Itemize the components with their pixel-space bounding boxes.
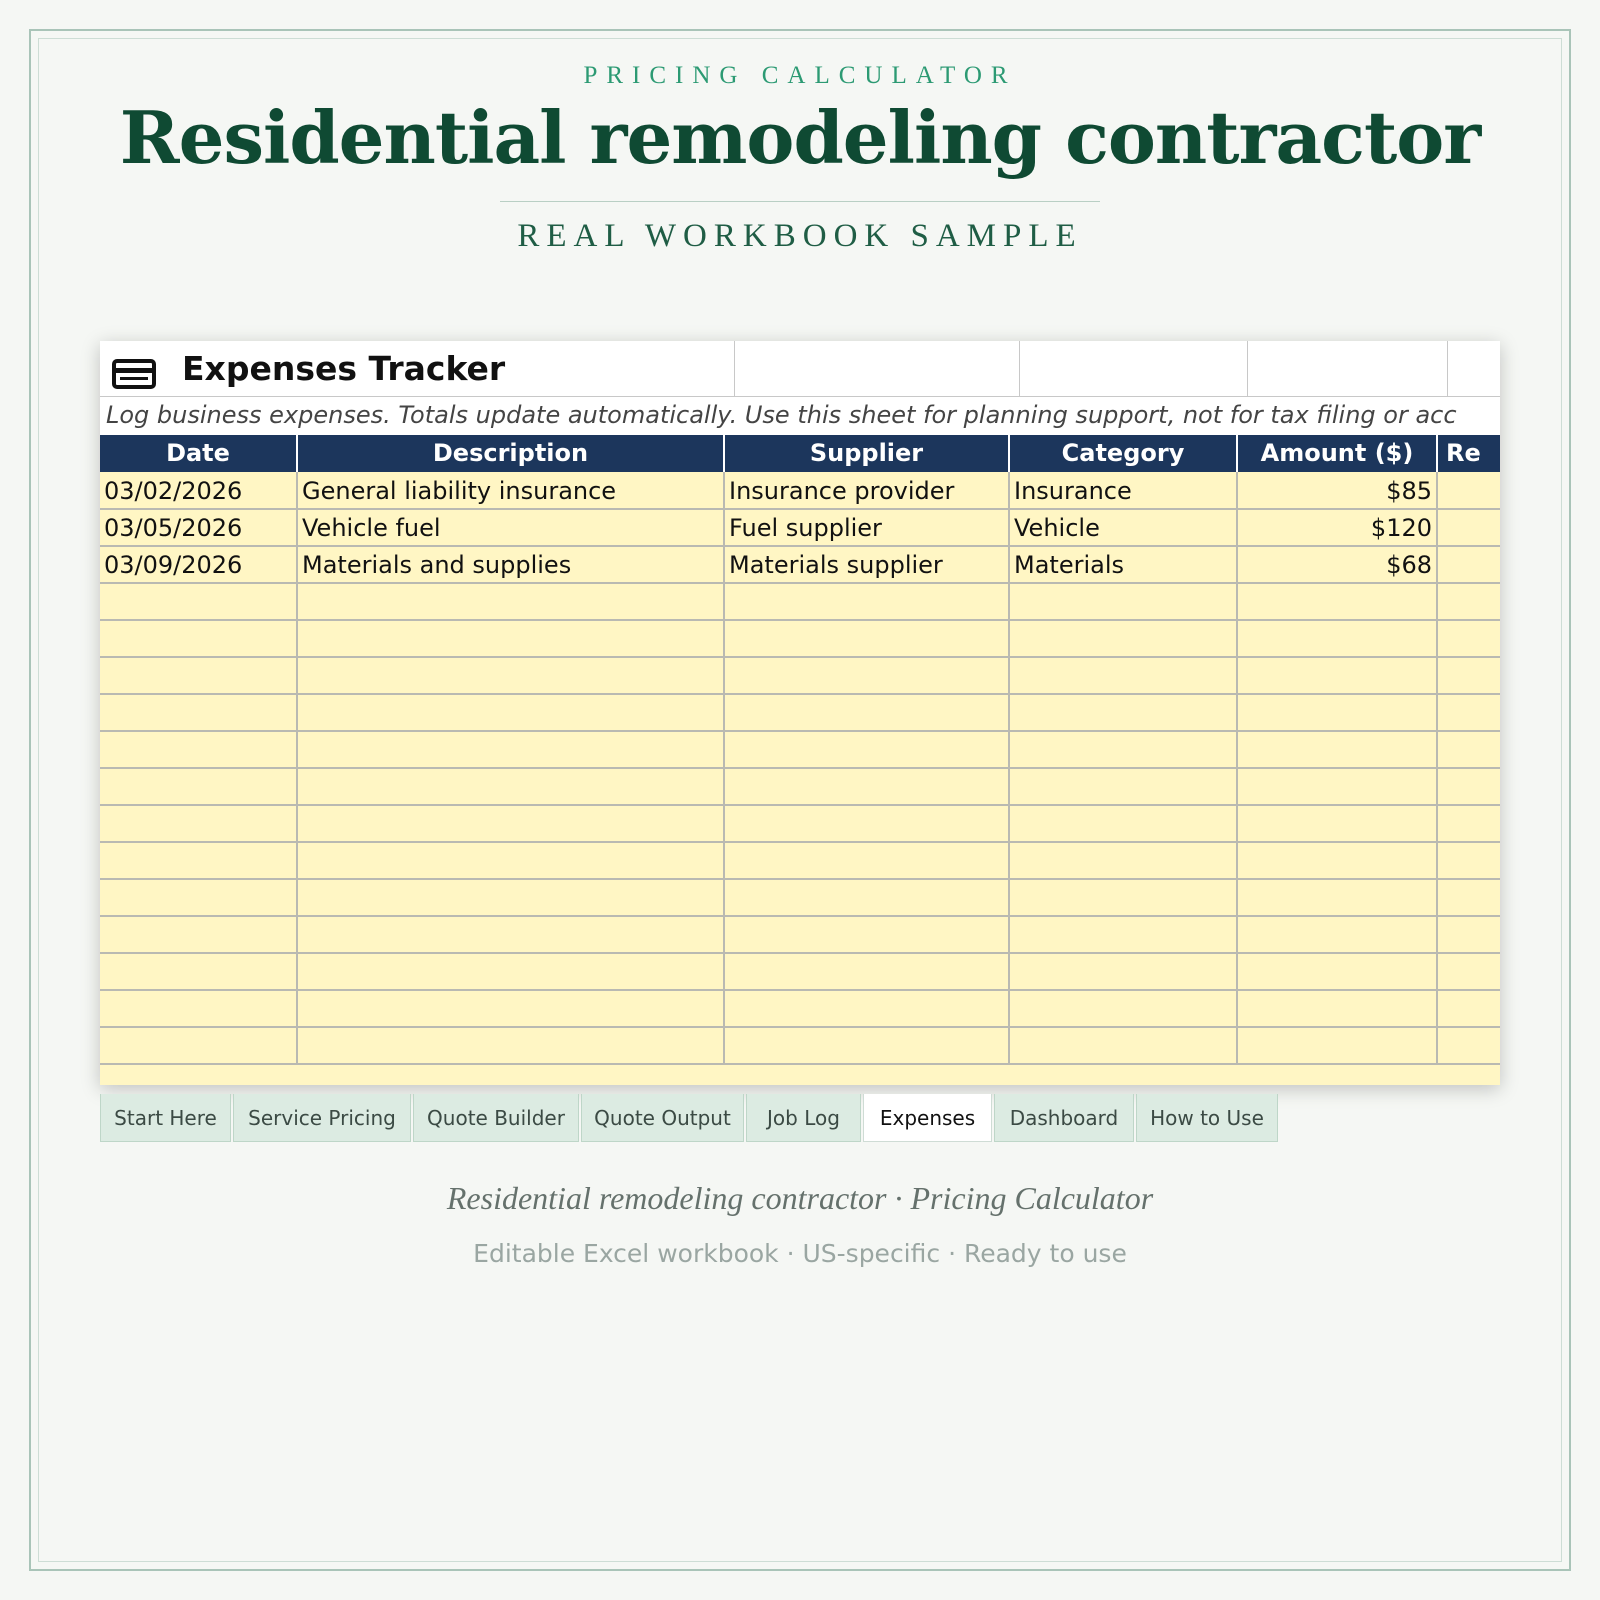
cell-date[interactable]: 03/02/2026 bbox=[100, 472, 298, 508]
cell-date[interactable] bbox=[100, 879, 298, 915]
cell-date[interactable] bbox=[100, 1027, 298, 1063]
cell-date[interactable] bbox=[100, 990, 298, 1026]
cell-supplier[interactable] bbox=[725, 879, 1010, 915]
cell-category[interactable] bbox=[1010, 694, 1238, 730]
cell-category[interactable] bbox=[1010, 1027, 1238, 1063]
cell-supplier[interactable] bbox=[725, 805, 1010, 841]
sheet-description: Log business expenses. Totals update automatically. Use this sheet for planning support, not for tax filing or acc bbox=[106, 401, 1457, 429]
cell-supplier[interactable]: Insurance provider bbox=[725, 472, 1010, 508]
cell-date[interactable] bbox=[100, 657, 298, 693]
cell-amount[interactable] bbox=[1238, 805, 1438, 841]
cell-date[interactable] bbox=[100, 916, 298, 952]
column-divider bbox=[1247, 341, 1248, 397]
tab-quote-output[interactable]: Quote Output bbox=[581, 1094, 744, 1142]
cell-supplier[interactable] bbox=[725, 620, 1010, 656]
credit-card-icon bbox=[112, 359, 156, 389]
cell-supplier[interactable] bbox=[725, 916, 1010, 952]
table-row bbox=[100, 657, 1500, 695]
cell-receipt[interactable] bbox=[1438, 953, 1500, 989]
cell-date[interactable]: 03/05/2026 bbox=[100, 509, 298, 545]
sheet-description-row bbox=[100, 397, 1500, 435]
cell-amount[interactable] bbox=[1238, 583, 1438, 619]
sheet-title-row bbox=[100, 341, 1500, 397]
column-divider bbox=[734, 341, 735, 397]
cell-receipt[interactable] bbox=[1438, 583, 1500, 619]
cell-receipt[interactable] bbox=[1438, 990, 1500, 1026]
cell-category[interactable] bbox=[1010, 768, 1238, 804]
cell-amount[interactable] bbox=[1238, 879, 1438, 915]
table-row bbox=[100, 583, 1500, 621]
cell-category[interactable] bbox=[1010, 916, 1238, 952]
cell-description[interactable]: Materials and supplies bbox=[298, 546, 725, 582]
cell-description[interactable] bbox=[298, 620, 725, 656]
cell-amount[interactable] bbox=[1238, 657, 1438, 693]
cell-amount[interactable]: $85 bbox=[1238, 472, 1438, 508]
cell-amount[interactable] bbox=[1238, 694, 1438, 730]
cell-receipt[interactable] bbox=[1438, 472, 1500, 508]
table-row bbox=[100, 879, 1500, 917]
cell-supplier[interactable] bbox=[725, 768, 1010, 804]
sheet-title: Expenses Tracker bbox=[182, 349, 506, 388]
cell-description[interactable] bbox=[298, 694, 725, 730]
cell-receipt[interactable] bbox=[1438, 546, 1500, 582]
cell-supplier[interactable] bbox=[725, 731, 1010, 767]
column-header-description: Description bbox=[298, 435, 725, 472]
cell-category[interactable] bbox=[1010, 805, 1238, 841]
cell-category[interactable]: Vehicle bbox=[1010, 509, 1238, 545]
cell-date[interactable] bbox=[100, 805, 298, 841]
tab-dashboard[interactable]: Dashboard bbox=[994, 1094, 1134, 1142]
column-header-row bbox=[100, 435, 1500, 472]
cell-category[interactable] bbox=[1010, 583, 1238, 619]
cell-amount[interactable]: $68 bbox=[1238, 546, 1438, 582]
cell-date[interactable] bbox=[100, 953, 298, 989]
cell-amount[interactable] bbox=[1238, 768, 1438, 804]
cell-description[interactable]: Vehicle fuel bbox=[298, 509, 725, 545]
cell-supplier[interactable]: Fuel supplier bbox=[725, 509, 1010, 545]
footer-tagline: Editable Excel workbook · US-specific · Ready to use bbox=[473, 1239, 1127, 1268]
column-header-date: Date bbox=[100, 435, 298, 472]
cell-category[interactable] bbox=[1010, 990, 1238, 1026]
cell-category[interactable] bbox=[1010, 731, 1238, 767]
cell-receipt[interactable] bbox=[1438, 916, 1500, 952]
table-row bbox=[100, 805, 1500, 843]
table-row bbox=[100, 731, 1500, 769]
table-row bbox=[100, 1027, 1500, 1065]
cell-receipt[interactable] bbox=[1438, 509, 1500, 545]
cell-category[interactable] bbox=[1010, 657, 1238, 693]
cell-receipt[interactable] bbox=[1438, 620, 1500, 656]
table-row bbox=[100, 694, 1500, 732]
table-row bbox=[100, 916, 1500, 954]
cell-date[interactable] bbox=[100, 694, 298, 730]
cell-category[interactable] bbox=[1010, 953, 1238, 989]
table-row bbox=[100, 953, 1500, 991]
cell-description[interactable] bbox=[298, 990, 725, 1026]
cell-date[interactable] bbox=[100, 583, 298, 619]
page-subtitle: REAL WORKBOOK SAMPLE bbox=[517, 218, 1083, 254]
cell-date[interactable] bbox=[100, 620, 298, 656]
tab-how-to-use[interactable]: How to Use bbox=[1136, 1094, 1278, 1142]
cell-receipt[interactable] bbox=[1438, 805, 1500, 841]
table-row bbox=[100, 990, 1500, 1028]
cell-supplier[interactable] bbox=[725, 694, 1010, 730]
cell-supplier[interactable]: Materials supplier bbox=[725, 546, 1010, 582]
footer-caption: Residential remodeling contractor · Pricing Calculator bbox=[446, 1180, 1154, 1216]
table-row bbox=[100, 509, 1500, 547]
tab-start-here[interactable]: Start Here bbox=[100, 1094, 231, 1142]
cell-description[interactable] bbox=[298, 768, 725, 804]
tab-expenses[interactable]: Expenses bbox=[863, 1094, 992, 1142]
cell-description[interactable] bbox=[298, 731, 725, 767]
cell-receipt[interactable] bbox=[1438, 879, 1500, 915]
cell-description[interactable] bbox=[298, 583, 725, 619]
cell-supplier[interactable] bbox=[725, 842, 1010, 878]
cell-description[interactable] bbox=[298, 842, 725, 878]
cell-receipt[interactable] bbox=[1438, 1027, 1500, 1063]
cell-date[interactable] bbox=[100, 842, 298, 878]
cell-amount[interactable] bbox=[1238, 1027, 1438, 1063]
cell-category[interactable] bbox=[1010, 620, 1238, 656]
cell-date[interactable]: 03/09/2026 bbox=[100, 546, 298, 582]
cell-date[interactable] bbox=[100, 731, 298, 767]
tab-service-pricing[interactable]: Service Pricing bbox=[233, 1094, 411, 1142]
table-row bbox=[100, 768, 1500, 806]
cell-date[interactable] bbox=[100, 768, 298, 804]
cell-description[interactable] bbox=[298, 916, 725, 952]
table-body bbox=[100, 472, 1500, 1085]
column-divider bbox=[1447, 341, 1448, 397]
tab-job-log[interactable]: Job Log bbox=[746, 1094, 861, 1142]
column-header-amount: Amount ($) bbox=[1238, 435, 1438, 472]
cell-supplier[interactable] bbox=[725, 583, 1010, 619]
cell-category[interactable]: Materials bbox=[1010, 546, 1238, 582]
cell-receipt[interactable] bbox=[1438, 768, 1500, 804]
column-divider bbox=[1019, 341, 1020, 397]
cell-amount[interactable] bbox=[1238, 953, 1438, 989]
cell-description[interactable] bbox=[298, 953, 725, 989]
cell-amount[interactable] bbox=[1238, 842, 1438, 878]
cell-description[interactable] bbox=[298, 805, 725, 841]
cell-amount[interactable] bbox=[1238, 731, 1438, 767]
cell-supplier[interactable] bbox=[725, 953, 1010, 989]
cell-description[interactable] bbox=[298, 657, 725, 693]
spreadsheet-preview bbox=[100, 341, 1500, 1085]
cell-receipt[interactable] bbox=[1438, 657, 1500, 693]
cell-description[interactable]: General liability insurance bbox=[298, 472, 725, 508]
table-row bbox=[100, 546, 1500, 584]
table-row bbox=[100, 842, 1500, 880]
cell-description[interactable] bbox=[298, 1027, 725, 1063]
cell-category[interactable]: Insurance bbox=[1010, 472, 1238, 508]
table-row bbox=[100, 620, 1500, 658]
column-header-receipt: Re bbox=[1438, 435, 1500, 472]
cell-receipt[interactable] bbox=[1438, 731, 1500, 767]
column-header-supplier: Supplier bbox=[725, 435, 1010, 472]
cell-description[interactable] bbox=[298, 879, 725, 915]
cell-amount[interactable] bbox=[1238, 620, 1438, 656]
table-row bbox=[100, 472, 1500, 510]
cell-amount[interactable] bbox=[1238, 916, 1438, 952]
page-title: Residential remodeling contractor bbox=[119, 95, 1481, 180]
column-header-category: Category bbox=[1010, 435, 1238, 472]
cell-supplier[interactable] bbox=[725, 990, 1010, 1026]
cell-receipt[interactable] bbox=[1438, 694, 1500, 730]
title-divider bbox=[500, 201, 1100, 202]
cell-category[interactable] bbox=[1010, 842, 1238, 878]
cell-category[interactable] bbox=[1010, 879, 1238, 915]
cell-amount[interactable] bbox=[1238, 990, 1438, 1026]
cell-supplier[interactable] bbox=[725, 657, 1010, 693]
cell-amount[interactable]: $120 bbox=[1238, 509, 1438, 545]
tab-quote-builder[interactable]: Quote Builder bbox=[413, 1094, 579, 1142]
eyebrow-label: PRICING CALCULATOR bbox=[583, 62, 1017, 89]
cell-receipt[interactable] bbox=[1438, 842, 1500, 878]
cell-supplier[interactable] bbox=[725, 1027, 1010, 1063]
